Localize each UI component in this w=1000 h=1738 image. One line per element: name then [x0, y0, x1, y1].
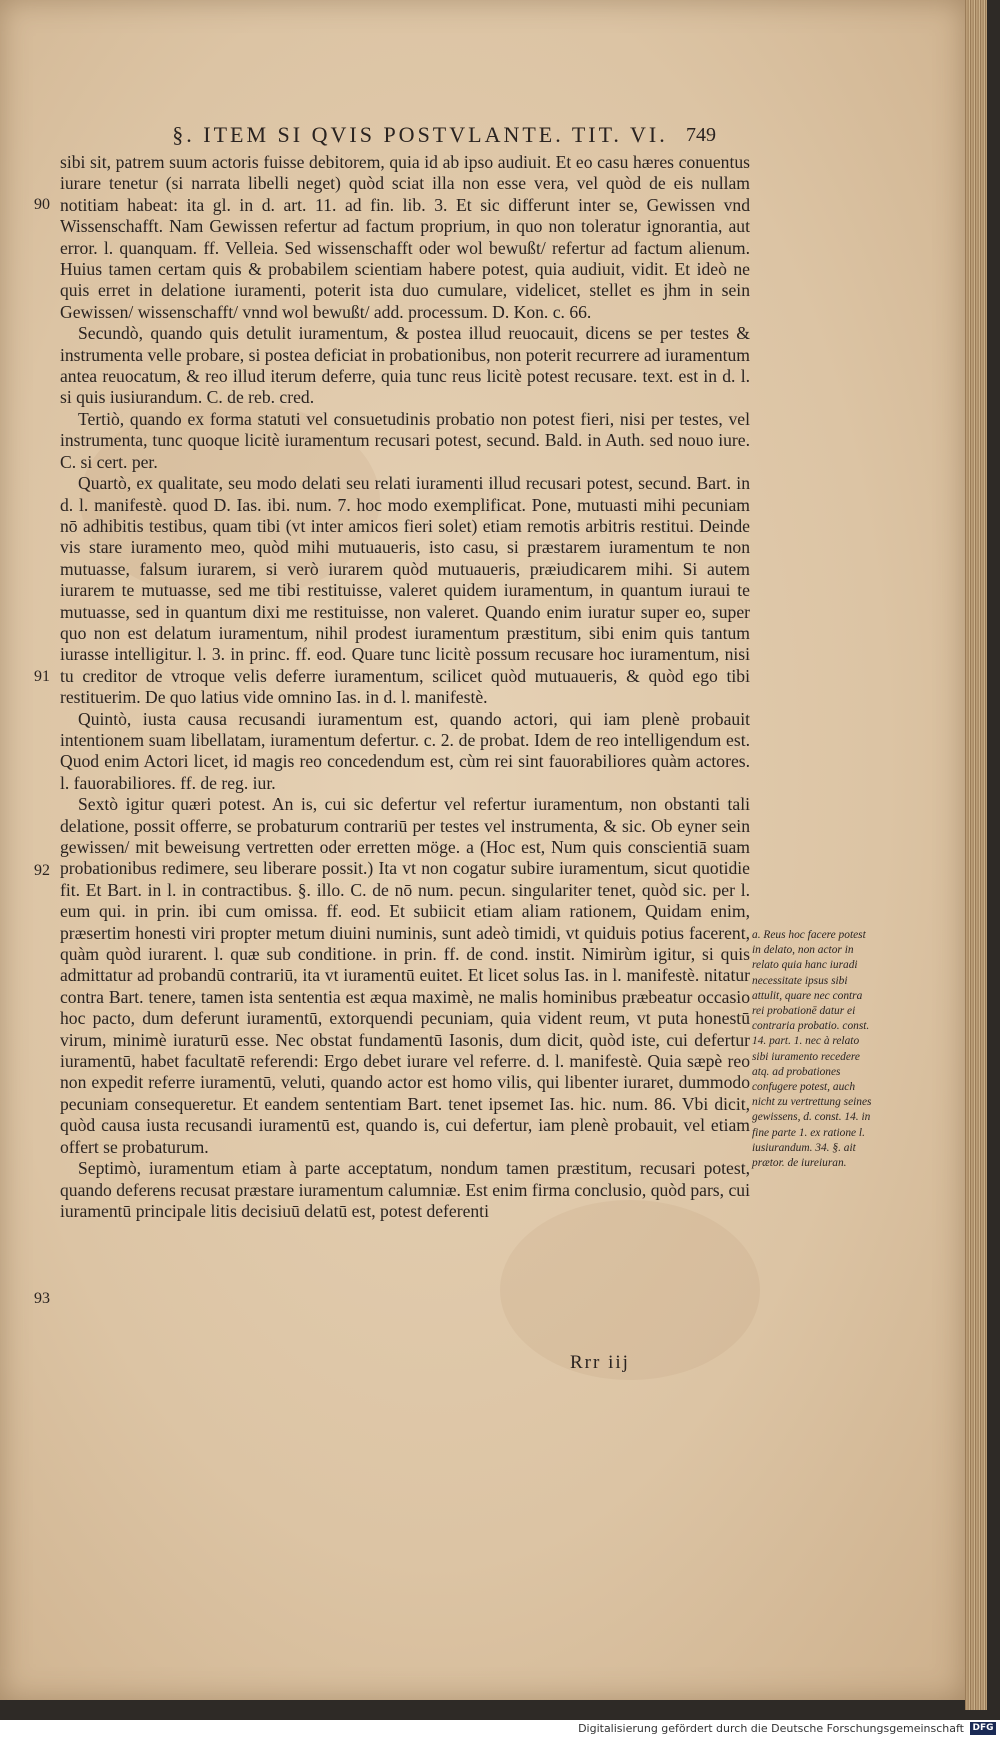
paragraph: Sextò igitur quæri potest. An is, cui sic defertur vel refertur iuramentum, non obstanti tali delatione, possit offerre, se probaturum contrariū per testes vel instrumenta, & sic. Ob eyner sein gewissen/ mit beweisung vertretten oder erretten möge. a (Hoc est, Num quis conscientiā suam probationibus redimere, seu liberare possit.) Ita vt non cogatur subire iuramentum, sicut quotidie fit. Et Bart. in l. in contractibus. §. illo. C. de nō num. pecun. singulariter tenet, quòd sic. per l. eum qui. in prin. ibi cum omissa. ff. eod. Et subiicit etiam aliam rationem, Quidam enim, præsertim honesti viri propter metum diuini numinis, sunt adeò timidi, vt quiduis potius facerent, quàm quòd iurarent. l. quæ sub conditione. in prin. ff. de cond. instit. Nimirùm igitur, si quis admittatur ad probandū contrariū, ita vt iuramentū euitet. Et licet solus Ias. in l. manifestè. nitatur contra Bart. tenere, tamen ista sententia est æqua maximè, ne malis hominibus præbeatur occasio hoc pacto, dum deferunt iuramentū, extorquendi pecuniam, quia vident reum, vt puta honestū virum, minimè iuraturū esse. Nec obstat fundamentū Iasonis, dum dicit, quòd iste, cui defertur iuramentū, habet facultatē referendi: Ergo debet iurare vel referre. d. l. manifestè. Quia sæpè reo non expedit referre iuramentū, veluti, quando actor est homo vilis, qui libenter iuraret, dummodo pecuniam consequeretur. Et eandem sententiam Bart. tenet ipsemet Ias. hic. num. 86. Vbi dicit, quòd causa iusta recusandi iuramentū est, quando is, cui defertur, iam plenè probauit, vel etiam offert se probaturum. — [60, 794, 750, 1157]
margin-number: 90 — [34, 196, 50, 213]
footer-credit: Digitalisierung gefördert durch die Deutsche Forschungsgemeinschaft — [578, 1722, 964, 1735]
margin-number: 91 — [34, 668, 50, 685]
marginal-note: a. Reus hoc facere potest in delato, non actor in relato quia hanc iuradi necessitate ipsus sibi attulit, quare nec contra rei probationē datur ei contraria probatio. const. 14. part. 1. nec à relato sibi iuramento recedere atq. ad probationes confugere potest, auch nicht zu vertrettung seines gewissens, d. const. 14. in fine parte 1. ex ratione l. iusiurandum. 34. §. ait prætor. de iureiuran. — [752, 929, 872, 1170]
paragraph: Tertiò, quando ex forma statuti vel consuetudinis probatio non potest fieri, nisi per testes, vel instrumenta, tunc quoque licitè iuramentum recusari potest, secund. Bald. in Auth. sed nouo iure. C. si cert. per. — [60, 408, 750, 472]
margin-number: 92 — [34, 862, 50, 879]
folio-number: 749 — [686, 124, 716, 146]
paragraph: Quartò, ex qualitate, seu modo delati seu relati iuramenti illud recusari potest, secund. Bart. in d. l. manifestè. quod D. Ias. ibi. num. 7. hoc modo exemplificat. Pone, mutuasti mihi pecuniam nō adhibitis testibus, quam tibi (vt inter amicos fieri solet) etiam remotis arbitris restitui. Deinde vis stare iuramento meo, quòd mihi mutuaueris, isto casu, si præstarem iuramentum te non mutuasse, falsum iurarem, si verò iurarem quòd mutuaueris, præiudicarem mihi. Si autem iurarem te mutuasse, sed me tibi restituisse, valeret quidem iuramentum, in quantum iuraui te mutuasse, sed in quantum dixi me restituisse, non valeret. Quando enim iuratur super eo, super quo non est delatum iuramentum, nihil prodest iuramentum præstitum, sibi enim quis tantum iurasse intelligitur. l. 3. in princ. ff. eod. Quare tunc licitè possum recusare hoc iuramentum, nisi tu creditor de vtroque velis deferre iuramentum, scilicet quòd mutuaueris, & quòd ego tibi restituerim. De quo latius vide omnino Ias. in d. l. manifestè. — [60, 473, 750, 708]
page-edge — [965, 0, 987, 1710]
paragraph: Secundò, quando quis detulit iuramentum, & postea illud reuocauit, dicens se per testes & instrumenta velle probare, si postea deficiat in probationibus, non poterit recurrere ad iuramentum antea reuocatum, & reo illud iterum deferre, quia tunc reus licitè potest recusare. text. est in d. l. si quis iusiurandum. C. de reb. cred. — [60, 323, 750, 408]
paragraph: sibi sit, patrem suum actoris fuisse debitorem, quia id ab ipso audiuit. Et eo casu hæres conuentus iurare tenetur (si narrata libelli neget) quòd sciat illa non esse vera, vel quòd de eis nullam notitiam habeat: ita gl. in d. art. 11. ad fin. lib. 3. Et sic differunt inter se, Gewissen vnd Wissenschafft. Nam Gewissen refertur ad factum proprium, in quo non toleratur ignorantia, aut error. l. quanquam. ff. Velleia. Sed wissenschafft oder wol bewußt/ refertur ad factum alienum. Huius tamen certam quis & probabilem scientiam habere potest, quia audiuit, vidit. Et ideò ne quis erret in delatione iuramenti, poterit ista duo cumulare, videlicet, stellet es jhm in sein Gewissen/ wissenschafft/ vnnd wol bewußt/ add. processum. D. Kon. c. 66. — [60, 152, 750, 322]
paragraph: Septimò, iuramentum etiam à parte acceptatum, nondum tamen præstitum, recusari potest, quando deferens recusat præstare iuramentum calumniæ. Est enim firma conclusio, quòd pars, cui iuramentū principale litis decisiuū delatū est, potest deferenti — [60, 1158, 750, 1221]
main-text — [60, 152, 750, 1222]
running-head: §. ITEM SI QVIS POSTVLANTE. TIT. VI. — [172, 122, 668, 147]
margin-number: 93 — [34, 1290, 50, 1307]
dfg-logo: DFG — [970, 1722, 996, 1735]
signature-mark: Rrr iij — [570, 1352, 630, 1373]
paper-stain — [500, 1200, 760, 1380]
paragraph: Quintò, iusta causa recusandi iuramentum est, quando actori, qui iam plenè probauit intentionem suam libellatam, iuramentum defertur. c. 2. de probat. Idem de reo intelligendum est. Quod enim Actori licet, id magis reo concedendum est, cùm rei sint fauorabiliores quàm actores. l. fauorabiliores. ff. de reg. iur. — [60, 708, 750, 793]
